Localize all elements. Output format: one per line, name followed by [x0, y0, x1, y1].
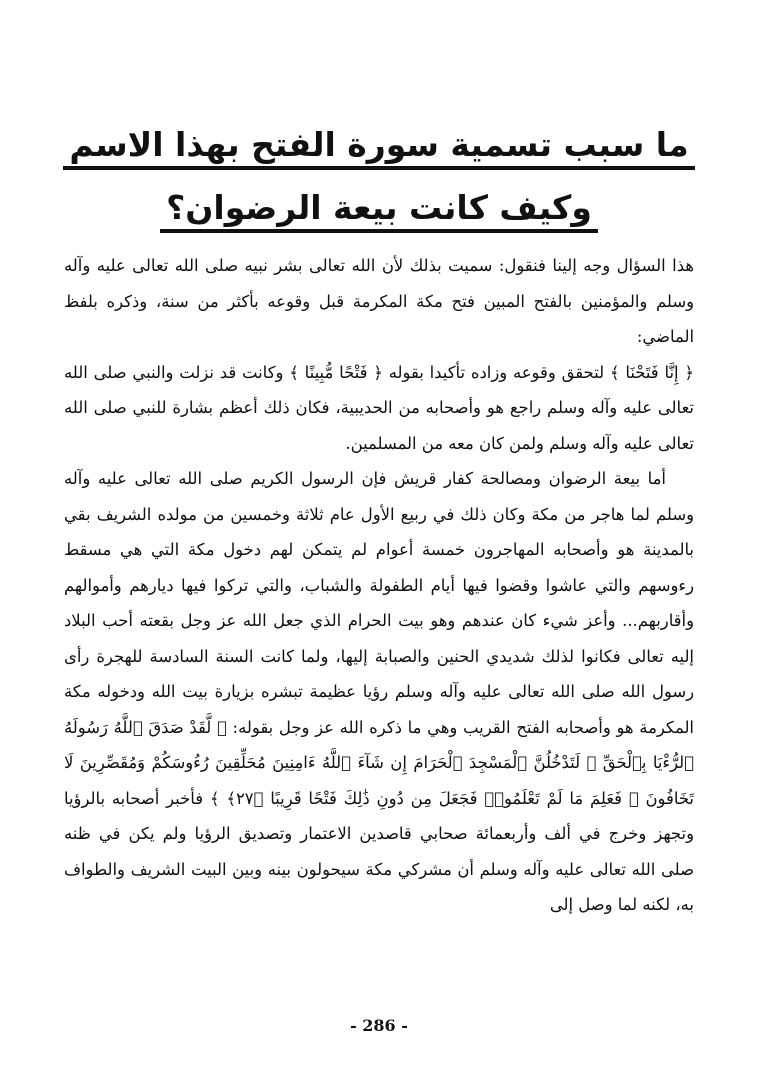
page-number: - 286 - — [350, 1016, 408, 1035]
paragraph: هذا السؤال وجه إلينا فنقول: سميت بذلك لأن الله تعالى بشر نبيه صلى الله تعالى عليه وآله وسلم والمؤمنين بالفتح المبين فتح مكة المكرمة قبل وقوعه بأكثر من سنة، وذكره بلفظ الماضي: — [64, 256, 694, 346]
chapter-title-line-2: وكيف كانت بيعة الرضوان؟ — [0, 188, 758, 227]
paragraph: أما بيعة الرضوان ومصالحة كفار قريش فإن الرسول الكريم صلى الله تعالى عليه وآله وسلم لما هاجر من مكة وكان ذلك في ربيع الأول عام ثلاثة وخمسين من مولده الشريف بقي بالمدينة هو وأصحابه المهاجرون خمسة أعوام لم يتمكن لهم دخول مكة التي هي مسقط رءوسهم والتي عاشوا وقضوا فيها أيام الطفولة والشباب، والتي تركوا فيها ديارهم وأموالهم وأقاربهم... وأعز شيء كان عندهم وهو بيت الحرام الذي جعل الله عز وجل بقعته أحب البلاد إليه تعالى فكانوا لذلك شديدي الحنين والصبابة إليها، ولما كانت السنة السادسة للهجرة رأى رسول الله صلى الله تعالى عليه وآله وسلم رؤيا عظيمة تبشره بزيارة بيت الله ودخوله مكة المكرمة هو وأصحابه الفتح القريب وهي ما ذكره الله عز وجل بقوله: ﴿ لَّقَدْ صَدَقَ ٱللَّهُ رَسُولَهُ ٱلرُّءْيَا بِٱلْحَقِّ ۖ لَتَدْخُلُنَّ ٱلْمَسْجِدَ ٱلْحَرَامَ إِن شَآءَ ٱللَّهُ ءَامِنِينَ مُحَلِّقِينَ رُءُوسَكُمْ وَمُقَصِّرِينَ لَا تَخَافُونَ ۖ فَعَلِمَ مَا لَمْ تَعْلَمُوا۟ فَجَعَلَ مِن دُونِ ذَٰلِكَ فَتْحًا قَرِيبًا ﴿٢٧﴾ ﴾ فأخبر أصحابه بالرؤيا وتجهز وخرج في ألف وأربعمائة صحابي قاصدين الاعتمار وتصديق الرؤيا ولم يكن في ظنه صلى الله تعالى عليه وآله وسلم أن مشركي مكة سيحولون بينه وبين البيت الشريف والطواف به، لكنه لما وصل إلى — [64, 469, 694, 914]
body-text — [64, 248, 694, 923]
chapter-title-line-1: ما سبب تسمية سورة الفتح بهذا الاسم — [0, 125, 758, 164]
paragraph: ﴿ إِنَّا فَتَحْنَا ﴾ لتحقق وقوعه وزاده تأكيدا بقوله ﴿ فَتْحًا مُّبِينًا ﴾ وكانت قد نزلت والنبي صلى الله تعالى عليه وآله وسلم راجع هو وأصحابه من الحديبية، فكان ذلك أعظم بشارة للنبي صلى الله تعالى عليه وآله وسلم ولمن كان معه من المسلمين. — [64, 362, 694, 453]
